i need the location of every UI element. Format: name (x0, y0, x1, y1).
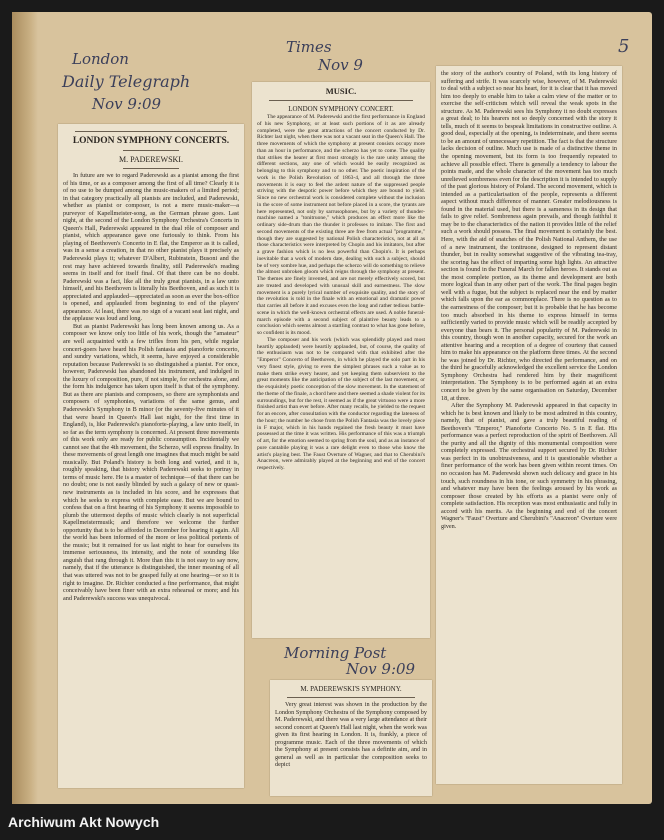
divider (123, 168, 179, 169)
handwritten-source-label: Times (286, 38, 332, 56)
archive-label: Archiwum Akt Nowych (8, 814, 160, 830)
article-paragraph: The appearance of M. Paderewski and the first performance in England of his new Symphony, or at least such portions of it as are already completed, were the great attractions of the concert conducted by Dr. Richter last night, when there was not a vacant seat in the Queen's Hall. The three movements of which the symphony at present consists occupy more than an hour in performance, and the scherzo has yet to come. The quality that strikes the hearer at first most strongly is the rare unity among the different sections, any one of which would be easily recognized as belonging to this symphony and to no other. The poetic inspiration of the work is the Polish Revolution of 1863-4, and all through the three movements it is easy to feel the ardent nature of the suppressed people striving with the despotic power before which they are bound to yield. Since no new orchestral work is considered complete without the inclusion in the score of some instrument not before placed in a score, the tyrants are here represented, not only by sarrusophones, but by a variety of thunder-machine named a "tonitruone," which produces an effect more like the ordinary side-drum than the thunder it professes to imitate. The first and second movements of the existing three are free from actual "programme," though they are suggested by national Polish characteristics, not at all as those characteristics were interpreted by Chopin and his imitators, but after a grave fashion which is no less powerful than Chopin's. It is perhaps inevitable that a work of modern date, dealing with such a subject, should be of very sombre hue, and perhaps the scherzo will do something to relieve the almost unbroken gloom which reigns through the symphony at present. The themes are finely invented, and are not merely effectively scored, but are treated and developed with unusual skill and earnestness. The slow movement is a purely lyrical number of exquisite quality, and the story of the revolution is told in the finale with an emotional and dramatic power that carries all before it and excuses even the long and rather tedious battle-scene in which the well-known orchestral effects are used. A noble funeral-march episode with a second subject of plaintive beauty leads to a conclusion which seems almost a startling contrast to what has gone before, so confident is its mood. (257, 114, 425, 336)
article-paragraph: In future are we to regard Paderewski as a pianist among the first of his time, or as a composer among the first of all time? Clearly it is of no use to be dumped among the music-makers of a limited period; in that category practically all pianists are included, and Paderewski, whether as pianist or composer, is not a mere music-maker—a purveyor of Kapellmeister-song, as the German phrase goes. Last night, at the second of the London Symphony Orchestra's Concerts in Queen's Hall, Paderewski appeared in the dual rôle of composer and pianist, which appearance gave one furiously to think. From his playing of Beethoven's Concerto in E flat, the Emperor as it is called, was in a sense a creation, in that no other pianist plays it precisely as Paderewski plays it; whatever D'Albert, Rubinstein, Busoni and the rest may have achieved towards finality, still Paderewski's reading seems in itself and for itself final. Of that there can be no doubt. Paderewski was a fact, like all the truly great pianists, in a law unto himself, and his Beethoven is literally his Beethoven, and as such it is appreciated and applauded—appreciated as soon as ever the box-office is opened, and applauded from beginning to end of the players' appearance. At least, there was no sign of a vacant seat last night, and the applause was loud and long. (63, 172, 239, 323)
section-heading: MUSIC. (325, 86, 357, 96)
handwritten-date-label: Nov 9 (318, 56, 363, 74)
archive-footer (0, 806, 664, 840)
article-paragraph: Very great interest was shown in the production by the London Symphony Orchestra of the Symphony composed by M. Paderewski, and there was a very large attendance at their second concert at Queen's Hall last night, when the work was given its first hearing in London. It is, frankly, a piece of programme music. Each of the three movements of which the Symphony at present consists has a definite aim, and in general as well as in particular the composition seeks to depict (275, 701, 427, 768)
binding-spine (12, 12, 38, 804)
middle-article-clipping (252, 82, 430, 638)
page-number: 5 (618, 36, 630, 57)
lower-article-clipping (270, 680, 432, 796)
article-subheading: M. PADEREWSKI. (119, 155, 183, 164)
right-article-clipping (436, 66, 622, 784)
article-heading: LONDON SYMPHONY CONCERTS. (72, 136, 230, 146)
article-paragraph: But as pianist Paderewski has long been known among us. As a composer we know only too little of his work, though the "amateur" are well acquainted with a few trifles from his pen, while regular concert-goers have heard his Polish fantasia and pianoforte concerto, and sundry variations, which, it seems, have enjoyed a considerable reputation because Paderewski is so distinguished a pianist. For once, however, Paderewski has abandoned his instrument, and indulged in the luxury of composition, pure, if not simple, for orchestra alone, and the form his indulgence has taken upon itself is that of the symphony. But as there are pianists and composers, so there are symphonists and composers of symphonies, variations of the same genus, and Paderewski's Symphony in B minor (or the seventy-five minutes of it that were heard in Queen's Hall last night, for the first time in England), is, like Paderewski's pianoforte-playing, a law unto itself, in so far as the term symphony is concerned. At present three movements of this work only are ready for public consumption. Incidentally we cannot see that the 4th movement, the Scherzo, will express finality. In these movements of great length one imagines that much might be said musically. But Poland's history is both long and varied, and it is, roughly speaking, that history which Paderewski seeks to portray in terms of music here. He is a master of technique—of that there can be no doubt; one is not easily blinded by such a galaxy of new or quasi-new instruments as is included in his score, and he expresses that which he seeks to express with complete ease. But we are bound to confess that on a first hearing of his Symphony it seems impossible to plumb the uttermost depths of music which clearly is not superficial Kapellmeistermusik; and therefore we welcome the further opportunity that is to be afforded in December for hearing it again. All the world has been informed of the more or less political portents of the music; but it remained for us last night to hear for ourselves its immense seriousness, its intensity, and the note of sounding like anguish that rang through it. More than this it is not easy to say now, namely, that if the utterance is distinguished, the inner meaning of all that was uttered was not to be grasped fully at one hearing—or so it is right to imagine. Dr. Richter conducted a fine performance, that might conceivably have been finer with an extra rehearsal or more; and his and Paderewski's success was unequivocal. (63, 322, 239, 602)
handwritten-date-label: Nov 9:09 (346, 660, 416, 678)
divider (123, 150, 179, 151)
divider (287, 697, 415, 698)
divider (75, 131, 227, 132)
article-paragraph: the story of the author's country of Poland, with its long history of suffering and strife. It was scarcely wise, however, of M. Paderewski to deal with a subject so near his heart, for it is clear that it has moved him too deeply to enable him to take a calm view of the matter or to exercise the self-criticism which will reveal the weak spots in the structure. As M. Paderewski sees his Symphony it no doubt expresses a great deal; to his hearers not so deeply concerned with the story it tells, much of it seems to bespeak limitations in constructive outline. A good deal, especially at the opening, is indeterminate, and there seems to be an amount of unnecessary repetition. The fact is that the structure lacks decision of outline. Much use is made of a distinctive theme in the opening movement, but its form is too frequently repeated to achieve all possible effect. There is generally a tendency to labour the points made, and the whole character of the movement has too much unrelieved sombreness even for the description it is intended to supply of the past glorious history of Poland. The second movement, which is intended as a particularisation of the people, represents a different aspect without much difference of manner. Greater melodiousness is found in the material used, but there is a sameness in its design that fails to give relief. Sombreness again prevails, and though faithful it may be to the characteristics of the nation it provides little of the relief such a work should possess. The final movement is certainly the best. Here, with the aid of snatches of the Polish National Anthem, the use of a new instrument, the tonitruone, designed to represent distant thunder, but in reality somewhat suggestive of the vibrating tea-tray, the scoring has the effect of imparting some high lights. An attractive section is found in the Funeral March for fallen heroes. It stands out as the most complete portion, as its theme and development are both more logical than in any other part of the work. The final pages begin well with a fugue, but the subject is replaced near the end by matter which falls upon the ear as commonplace. There is no question as to the earnestness of the composer; but it is probable that he has become too much absorbed in his theme to express himself in terms sufficiently varied to provide music which will be readily accepted by everyone than bears it. The personal popularity of M. Paderewski in this country, though won in another capacity, secured for the work an attentive hearing and a reception of a degree of courtesy that caused him to make his appearance on the platform three times. At the second he was joined by Dr. Richter, who directed the performance, and on the third he gracefully acknowledged the excellent service the London Symphony Orchestra had rendered him by their magnificent interpretation. The Symphony is to be performed again at an extra concert to be given by the same organisation on Saturday, December 18, at three. (441, 70, 617, 402)
article-paragraph: The composer and his work (which was splendidly played and most heartily applauded) were heartily applauded, but, of course, the quality of the enthusiasm was not to be compared with that exhibited after the "Emperor" Concerto of Beethoven, in which he played the solo part in his very finest style, giving to even the simplest phrases such a value as to make them strike every hearer, and yet keeping them subservient to the great moments like the anticipation of the subject of the last movement, or the exquisitely poetic conception of the slow movement. In the statement of the theme of the finale, a chord here and there seemed a shade violent for its surroundings, but for the rest, it seemed as if the great virtuoso were a more finished artist than ever before. After many recalls, he yielded to the request for an encore, after consultation with the conductor regarding the lateness of the hour; the number he chose from the Polish Fantasia was the lovely piece in F major, which in his hands regained the fresh beauty it must have possessed at the time it was written. His performance of this was a triumph of art, for the emotion seemed to spring from the soul, and as an instance of pure cantabile playing it was a rare delight even to those who know the artist's playing best. The Faust Overture of Wagner, and that to Cherubini's Anacreon, were admirably played at the beginning and end of the concert respectively. (257, 336, 425, 471)
article-paragraph: After the Symphony M. Paderewski appeared in that capacity in which he is best known and likely to be most admired in this country, namely, that of pianist, and gave a truly beautiful reading of Beethoven's "Emperor," Pianoforte Concerto No. 5 in E flat. His performance was a perfect reproduction of the spirit of Beethoven. All the purity and all the dignity of this monumental composition were completely expressed. The orchestral support secured by Dr. Richter was perfect in its unobtrusiveness, and it is questionable whether a finer performance of the work has been given within recent times. On no occasion has M. Paderewski shown such delicacy and grace in his touch, such roundness in his tone, or such symmetry in his phrasing, and whatever may have been the feelings aroused by his work as composer those created by his efforts as a pianist were only of complete satisfaction. His reception was most enthusiastic and fully in accord with his merits. As the beginning and end of the concert Wagner's "Faust" Overture and Cherubini's "Anacreon" Overture were given. (441, 402, 617, 530)
handwritten-source-label: Morning Post (284, 644, 387, 662)
left-article-clipping (58, 124, 244, 788)
handwritten-source-label: Daily Telegraph (62, 72, 191, 91)
article-heading: M. PADEREWSKI'S SYMPHONY. (300, 685, 402, 693)
article-heading: LONDON SYMPHONY CONCERT. (288, 105, 394, 113)
handwritten-date-label: Nov 9:09 (92, 95, 162, 113)
divider (269, 100, 413, 101)
handwritten-source-label: London (72, 50, 129, 68)
